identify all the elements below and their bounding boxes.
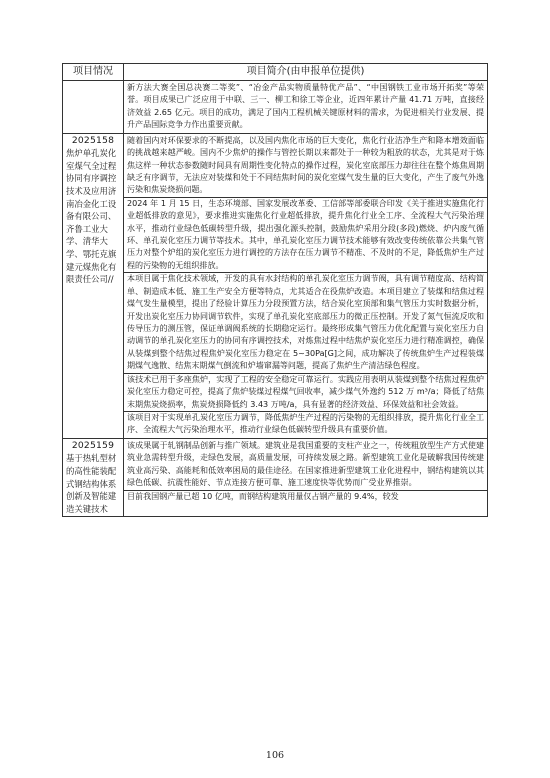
summary-paragraph: 新方法大赛全国总决赛二等奖”、“冶金产品实物质量特优产品”、“中国钢铁工业市场开拓奖”等荣誉。项目成果已广泛应用于中联、三一、柳工和徐工等企业，近四年累计产量 41.71 万吨，直接经济效益 2.65 亿元。项目的成功，满足了国内工程机械关键原材料的需求，为促进相关行业发展、提升产品国际竞争力作出重要贡献。 [127,83,484,130]
summary-paragraph: 该成果属于轧钢制品创新与推广领域。建筑业是我国重要的支柱产业之一，传统粗放型生产方式使建筑业急需转型升级，走绿色发展，高质量发展，可持续发展之路。新型建筑工业化是破解我国传统建筑业高污染、高能耗和低效率困局的最佳途径。在国家推进新型建筑工业化进程中，钢结构建筑以其绿色低碳、抗震性能好、节点连接方便可靠、施工速度快等优势而广受业界推崇。 [127,440,484,488]
project-summary-cell [124,438,488,517]
summary-paragraph: 该项目对于实现单孔炭化室压力调节，降低焦炉生产过程的污染物的无组织排放，提升焦化行业全工序、全流程大气污染治理水平，推动行业绿色低碳转型升级具有重要价值。 [127,412,484,435]
header-project-summary: 项目简介(由申报单位提供) [124,64,488,81]
project-info-cell [63,133,124,438]
summary-paragraph: 目前我国钢产量已超 10 亿吨，而钢结构建筑用量仅占钢产量的 9.4%，较发 [127,491,399,501]
table-row [63,438,488,517]
table-header-row [63,64,488,81]
project-info-text: 焦炉单孔炭化室煤气全过程协同有序调控技术及应用济南冶金化工设备有限公司、齐鲁工业大学、清华大学、鄂托克旗建元煤焦化有限责任公司// [66,148,117,285]
project-summary-cell [124,81,488,134]
project-info-cell [63,438,124,517]
page-number: 106 [265,750,285,761]
summary-paragraph: 本项目属于焦化技术领域，开发的具有水封结构的单孔炭化室压力调节阀，具有调节精度高、结构简单、制造成本低、施工生产安全方便等特点，尤其适合在役焦炉改造。本项目建立了装煤和结焦过程煤气发生量模型，提出了经验计算压力分段预置方法，结合炭化室顶部和集气管压力实时数据分析，开发出炭化室压力协同调节软件，实现了单孔炭化室底部压力的微正压控制。开发了氮气恒流反吹和传导压力的测压管，保证单调阀系统的长期稳定运行。最终形成集气管压力优化配置与炭化室压力自动调节的单孔炭化室压力的协同有序调控技术，对炼焦过程中结焦炉炭化室压力进行精准调控，确保从装煤到整个结焦过程焦炉炭化室压力稳定在 5~30Pa[G]之间，成功解决了传统焦炉生产过程装煤期煤气逸散、结焦末期煤气倒流和炉墙窜漏等问题，提高了焦炉生产清洁绿色程度。 [127,274,484,371]
summary-paragraph: 随着国内对环保要求的不断提高，以及国内焦化市场的巨大变化，焦化行业洁净生产和降本增效面临的挑战越来越严峻。国内不少焦炉的操作与管控长期以来都处于一种较为粗放的状态，尤其是对于炼焦这样一种状态参数随时间具有周期性变化特点的操作过程，炭化室底部压力却往往在整个炼焦周期缺乏有序调节，无法应对装煤和处于不同结焦时间的炭化室煤气发生量的巨大变化，产生了废气外逸污染和焦炭烧损问题。 [127,135,484,195]
summary-paragraph: 该技术已用于多座焦炉，实现了工程的安全稳定可靠运行。实践应用表明从装煤到整个结焦过程焦炉炭化室压力稳定可控，提高了焦炉装煤过程煤气回收率，减少煤气外逸约 512 万 m³/a；降低了结焦末期焦炭烧损率，焦炭烧损降低约 3.43 万吨/a，具有显著的经济效益、环保效益和社会效益。 [127,374,484,409]
project-code: 2025159 [71,439,115,451]
table-row [63,81,488,134]
summary-paragraph: 2024 年 1 月 15 日，生态环境部、国家发展改革委、工信部等部委联合印发《关于推进实施焦化行业超低排放的意见》，要求推进实施焦化行业超低排放，提升焦化行业全工序、全流程大气污染治理水平，推动行业绿色低碳转型升级，提出强化源头控制，鼓励焦炉采用分段(多段)燃烧、炉内废气循环、单孔炭化室压力调节等技术。其中，单孔炭化室压力调节技术能够有效改变传统依靠公共集气管压力对整个炉组的炭化室压力进行调控的方法存在压力调节不精准、不及时的不足，降低焦炉生产过程的污染物的无组织排放。 [127,198,484,270]
project-summary-cell [124,133,488,438]
project-info-text: 基于热轧型材的高性能装配式钢结构体系创新及智能建造关键技术 [66,453,117,514]
table-row [63,133,488,438]
header-project-info: 项目情况 [63,64,124,81]
project-table [62,63,488,517]
project-code: 2025158 [71,134,115,146]
project-info-cell [63,81,124,134]
